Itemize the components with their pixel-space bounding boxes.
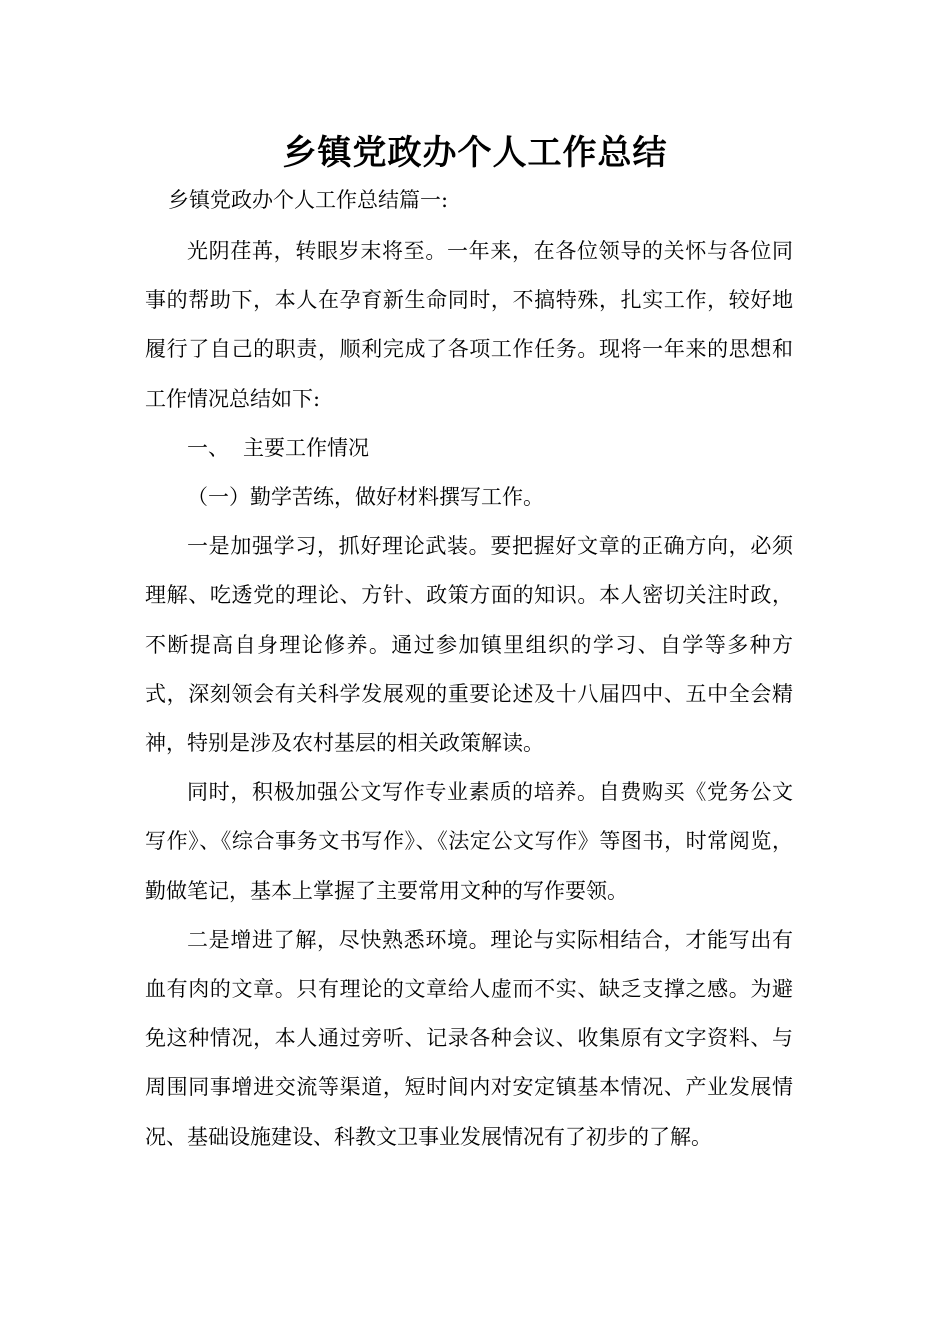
body-paragraph: 二是增进了解，尽快熟悉环境。理论与实际相结合，才能写出有血有肉的文章。只有理论的文章给人虚而不实、缺乏支撑之感。为避免这种情况，本人通过旁听、记录各种会议、收集原有文字资料、与周围同事增进交流等渠道，短时间内对安定镇基本情况、产业发展情况、基础设施建设、科教文卫事业发展情况有了初步的了解。 (145, 927, 793, 1149)
intro-paragraph: 光阴荏苒，转眼岁末将至。一年来，在各位领导的关怀与各位同事的帮助下，本人在孕育新生命同时，不搞特殊，扎实工作，较好地履行了自己的职责，顺利完成了各项工作任务。现将一年来的思想和工作情况总结如下: (145, 239, 793, 411)
section-heading (145, 424, 793, 473)
document-body (145, 227, 793, 1162)
body-paragraph: 同时，积极加强公文写作专业素质的培养。自费购买《党务公文写作》、《综合事务文书写作》、《法定公文写作》等图书，时常阅览，勤做笔记，基本上掌握了主要常用文种的写作要领。 (145, 780, 793, 903)
section-number: 一、 (187, 435, 229, 460)
body-paragraph: 一是加强学习，抓好理论武装。要把握好文章的正确方向，必须理解、吃透党的理论、方针、政策方面的知识。本人密切关注时政，不断提高自身理论修养。通过参加镇里组织的学习、自学等多种方式，深刻领会有关科学发展观的重要论述及十八届四中、五中全会精神，特别是涉及农村基层的相关政策解读。 (145, 534, 793, 756)
document-title: 乡镇党政办个人工作总结 (282, 133, 668, 173)
subsection-heading: （一）勤学苦练，做好材料撰写工作。 (187, 485, 544, 510)
section-title: 主要工作情况 (243, 435, 369, 460)
document-subtitle: 乡镇党政办个人工作总结篇一: (168, 188, 449, 212)
